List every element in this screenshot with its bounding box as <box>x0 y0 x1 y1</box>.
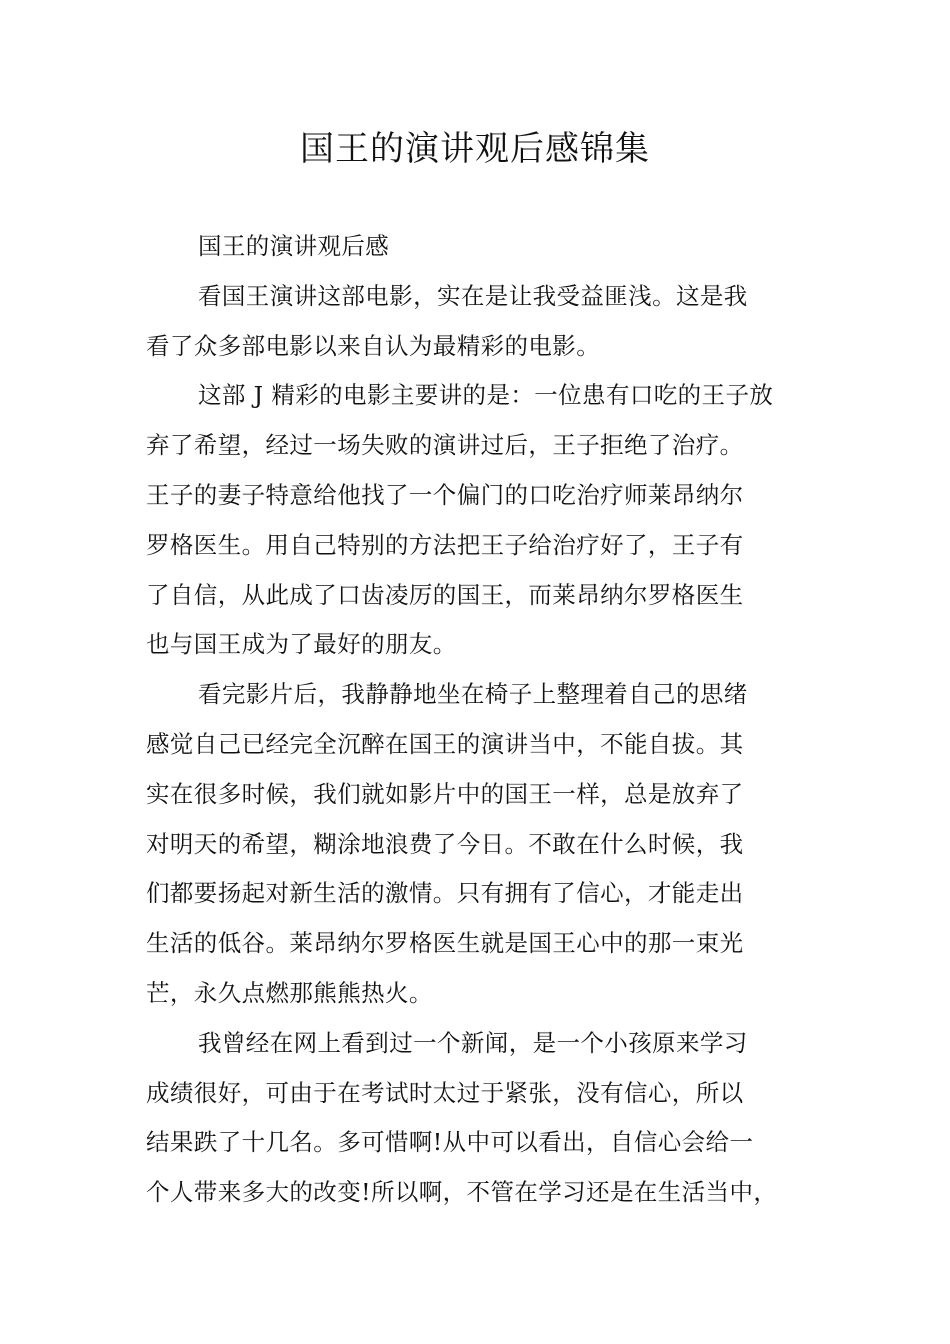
paragraph-3 <box>146 670 810 1019</box>
paragraph-text: 这部 J 精彩的电影主要讲的是：一位患有口吃的王子放 弃了希望，经过一场失败的演讲过后，王子拒绝了治疗。 王子的妻子特意给他找了一个偏门的口吃治疗师莱昂纳尔 罗格医生。用自己特别的方法把王子给治疗好了，王子有 了自信，从此成了口齿凌厉的国王，而莱昂纳尔罗格医生 也与国王成为了最好的朋友。 <box>146 381 774 659</box>
paragraph-1 <box>146 272 810 372</box>
section-subheading: 国王的演讲观后感 <box>198 232 390 260</box>
paragraph-text: 看完影片后，我静静地坐在椅子上整理着自己的思绪 感觉自己已经完全沉醉在国王的演讲当中，不能自拔。其 实在很多时候，我们就如影片中的国王一样，总是放弃了 对明天的希望，糊涂地浪费了今日。不敢在什么时候，我 们都要扬起对新生活的激情。只有拥有了信心，才能走出 生活的低谷。莱昂纳尔罗格医生就是国王心中的那一束光 芒，永久点燃那熊熊热火。 <box>146 680 748 1007</box>
paragraph-2 <box>146 371 810 670</box>
paragraph-text: 看国王演讲这部电影，实在是让我受益匪浅。这是我 看了众多部电影以来自认为最精彩的电影。 <box>146 281 748 360</box>
document-title: 国王的演讲观后感锦集 <box>300 129 650 169</box>
document-body <box>146 222 810 1218</box>
paragraph-4 <box>146 1019 810 1218</box>
paragraph-text: 我曾经在网上看到过一个新闻，是一个小孩原来学习 成绩很好，可由于在考试时太过于紧张，没有信心，所以 结果跌了十几名。多可惜啊!从中可以看出，自信心会给一 个人带来多大的改变!所以啊，不管在学习还是在生活当中， <box>146 1028 778 1207</box>
